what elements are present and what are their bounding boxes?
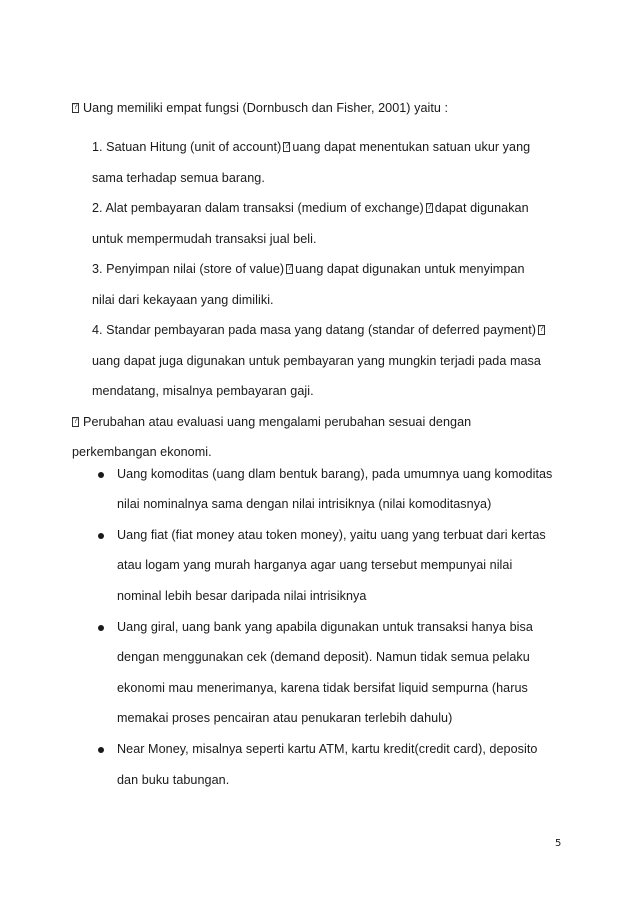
function-item-1-desc: uang dapat menentukan satuan ukur yang	[292, 140, 531, 154]
function-item-4-desc: uang dapat juga digunakan untuk pembayaran yang mungkin terjadi pada masa	[92, 354, 541, 368]
function-item-3-desc-cont: nilai dari kekayaan yang dimiliki.	[92, 293, 274, 307]
list-item-line: ekonomi mau menerimanya, karena tidak bersifat liquid sempurna (harus	[117, 681, 528, 695]
list-item-line: nominal lebih besar daripada nilai intrisiknya	[117, 589, 367, 603]
function-item-4-desc-cont: mendatang, misalnya pembayaran gaji.	[92, 384, 314, 398]
list-item-line: Uang fiat (fiat money atau token money), yaitu uang yang terbuat dari kertas	[117, 528, 546, 542]
function-item-1-line-2	[92, 170, 265, 186]
missing-glyph-icon	[286, 264, 293, 274]
bullet-icon	[98, 747, 104, 753]
list-item-line: nilai nominalnya sama dengan nilai intrisiknya (nilai komoditasnya)	[117, 497, 492, 511]
evolution-line-1	[72, 414, 471, 430]
missing-glyph-icon	[283, 142, 290, 152]
bullet-icon	[98, 625, 104, 631]
function-item-4-title: 4. Standar pembayaran pada masa yang datang (standar of deferred payment)	[92, 323, 537, 337]
missing-glyph-icon	[426, 203, 433, 213]
function-item-3-title: 3. Penyimpan nilai (store of value)	[92, 262, 285, 276]
list-item-line: Uang komoditas (uang dlam bentuk barang), pada umumnya uang komoditas	[117, 467, 553, 481]
missing-glyph-icon	[72, 417, 79, 427]
missing-glyph-icon	[72, 103, 79, 113]
function-item-2-line-1	[92, 200, 529, 216]
function-item-4-line-2	[92, 353, 541, 369]
function-item-1-title: 1. Satuan Hitung (unit of account)	[92, 140, 282, 154]
function-item-2-title: 2. Alat pembayaran dalam transaksi (medium of exchange)	[92, 201, 424, 215]
list-item-line: dengan menggunakan cek (demand deposit). Namun tidak semua pelaku	[117, 650, 530, 664]
list-item-line: Uang giral, uang bank yang apabila digunakan untuk transaksi hanya bisa	[117, 620, 533, 634]
evolution-text-cont: perkembangan ekonomi.	[72, 445, 212, 459]
function-item-2-desc-cont: untuk mempermudah transaksi jual beli.	[92, 232, 317, 246]
function-item-2-desc: dapat digunakan	[434, 201, 529, 215]
function-item-4-line-1	[92, 322, 547, 338]
function-item-2-line-2	[92, 231, 317, 247]
function-item-1-desc-cont: sama terhadap semua barang.	[92, 171, 265, 185]
function-item-3-line-2	[92, 292, 274, 308]
list-item-line: atau logam yang murah harganya agar uang tersebut mempunyai nilai	[117, 558, 513, 572]
list-item-line: dan buku tabungan.	[117, 773, 230, 787]
evolution-text: Perubahan atau evaluasi uang mengalami perubahan sesuai dengan	[83, 415, 472, 429]
intro-text: Uang memiliki empat fungsi (Dornbusch dan Fisher, 2001) yaitu :	[83, 101, 449, 115]
bullet-icon	[98, 472, 104, 478]
function-item-1-line-1	[92, 139, 530, 155]
function-item-3-line-1	[92, 261, 525, 277]
page-number: 5	[555, 838, 562, 849]
intro-line	[72, 100, 448, 116]
function-item-3-desc: uang dapat digunakan untuk menyimpan	[295, 262, 525, 276]
missing-glyph-icon	[538, 325, 545, 335]
function-item-4-line-3	[92, 383, 314, 399]
list-item-line: memakai proses pencairan atau penukaran terlebih dahulu)	[117, 711, 453, 725]
list-item-line: Near Money, misalnya seperti kartu ATM, kartu kredit(credit card), deposito	[117, 742, 538, 756]
evolution-line-2	[72, 444, 212, 460]
bullet-icon	[98, 533, 104, 539]
